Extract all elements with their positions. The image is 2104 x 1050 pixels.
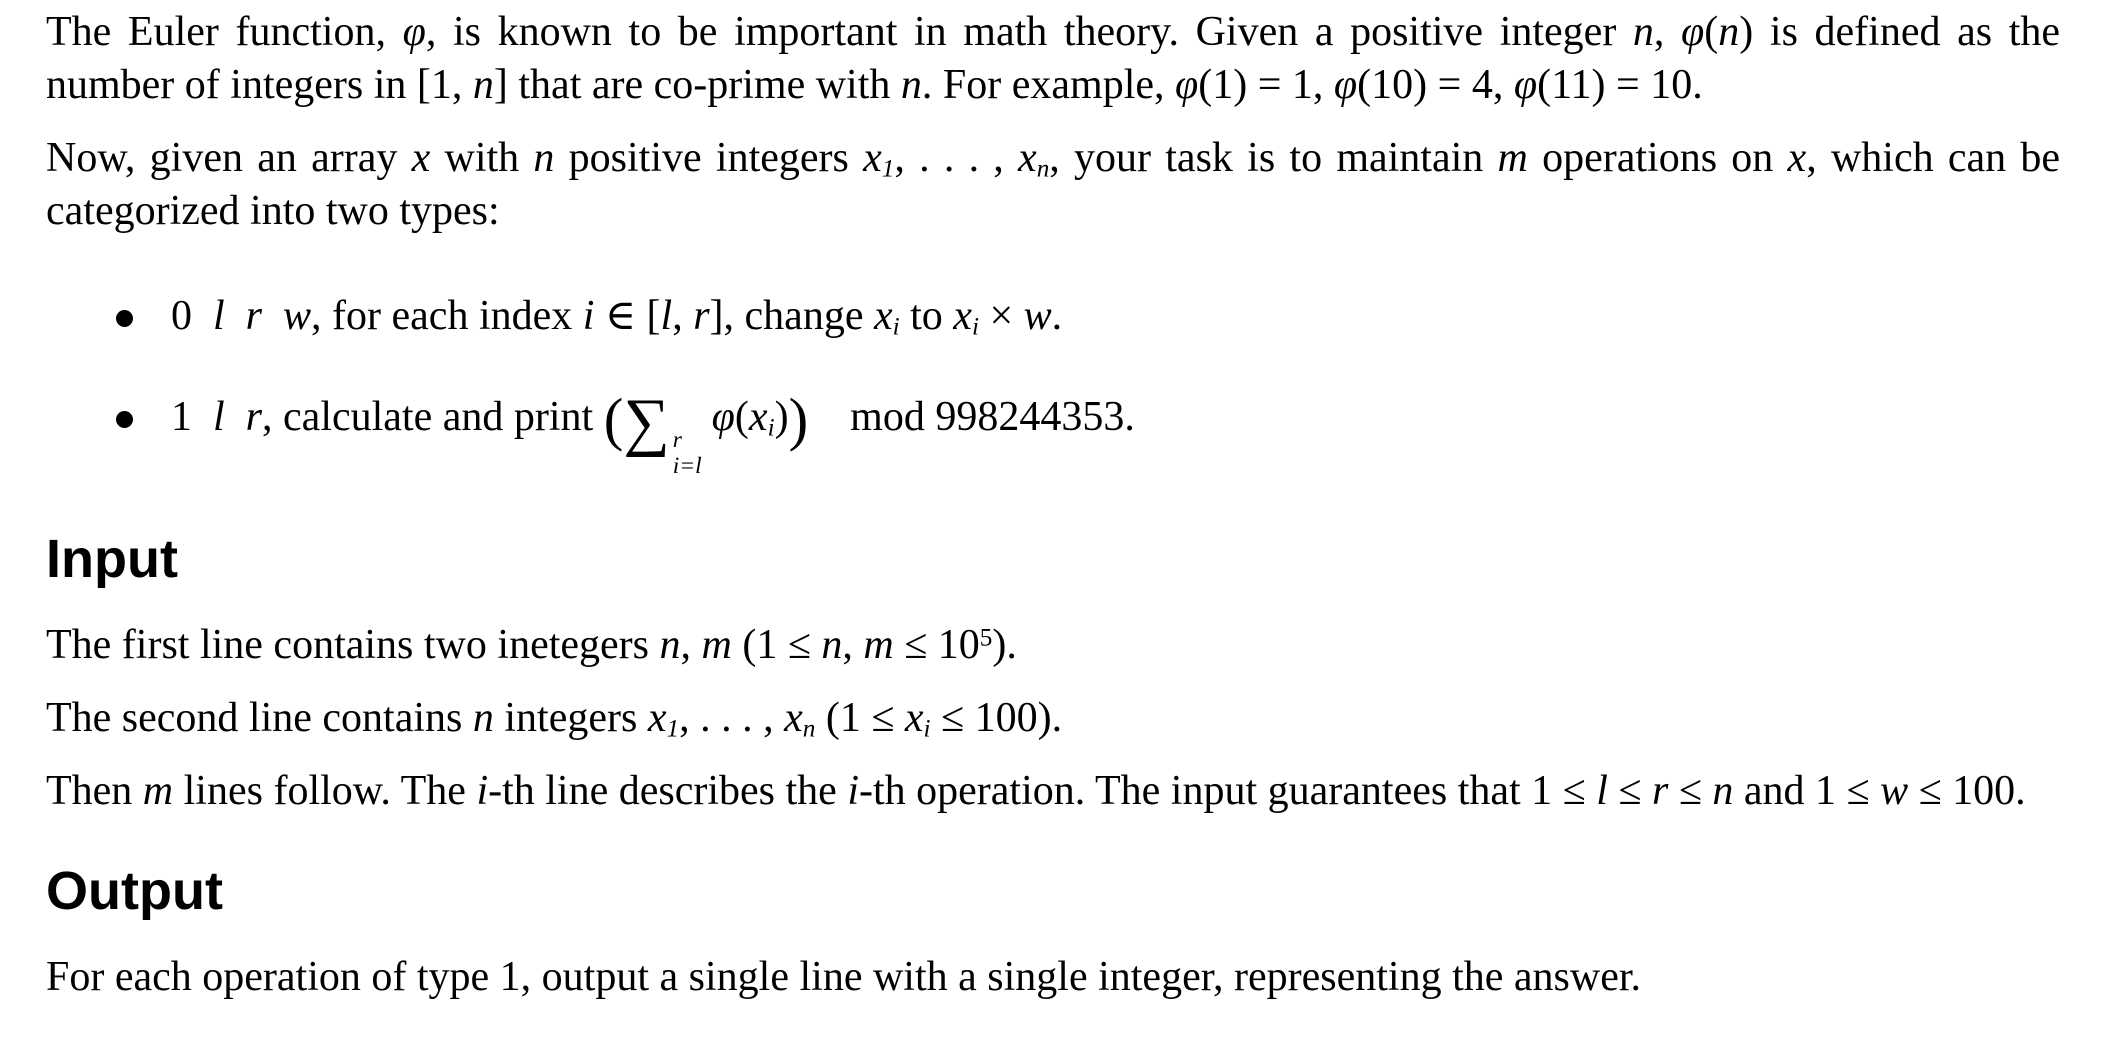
operation-type-0-text: 0 l r w, for each index i ∈ [l, r], change $x_i$ to $x_i \times w$. bbox=[171, 293, 1063, 341]
input-line-2: The second line contains n integers $x_1$, . . . , $x_n$ $(1 \le x_i \le 100)$. bbox=[46, 694, 1063, 743]
input-line-3: Then m lines follow. The i-th line describes the i-th operation. The input guarantees that 1 ≤ l ≤ r ≤ n and 1 ≤ w ≤ 100. bbox=[46, 767, 2026, 814]
operation-type-0-item bbox=[46, 290, 2060, 343]
bullet-icon bbox=[116, 310, 133, 327]
bullet-icon bbox=[116, 411, 133, 428]
statement-paragraph-euler-definition: The Euler function, φ, is known to be important in math theory. Given a positive integer n, φ(n) is defined as the number of integers in [1, n] that are co-prime with n. For example, φ(1) = 1, φ(10) = 4, φ(11) = 10. bbox=[46, 9, 2061, 108]
input-section-heading: Input bbox=[46, 528, 178, 589]
output-line-1: For each operation of type 1, output a single line with a single integer, representing the answer. bbox=[46, 954, 1642, 1001]
input-line-1: The first line contains two inetegers n, m (1 ≤ n, $m \le 10^5$). bbox=[46, 621, 1017, 668]
operation-type-1-text: 1 l r, calculate and print (∑ r i=l $\varphi(x_i)$) mod 998244353. bbox=[171, 386, 1135, 480]
statement-paragraph-task: Now, given an array x with n positive integers $x_1$, . . . , $x_n$, your task is to maintain m operations on x, which can be categorized into two types: bbox=[46, 135, 2060, 234]
operation-list bbox=[46, 290, 2060, 480]
operation-type-1-item bbox=[46, 386, 2060, 480]
output-section-heading: Output bbox=[46, 860, 223, 921]
